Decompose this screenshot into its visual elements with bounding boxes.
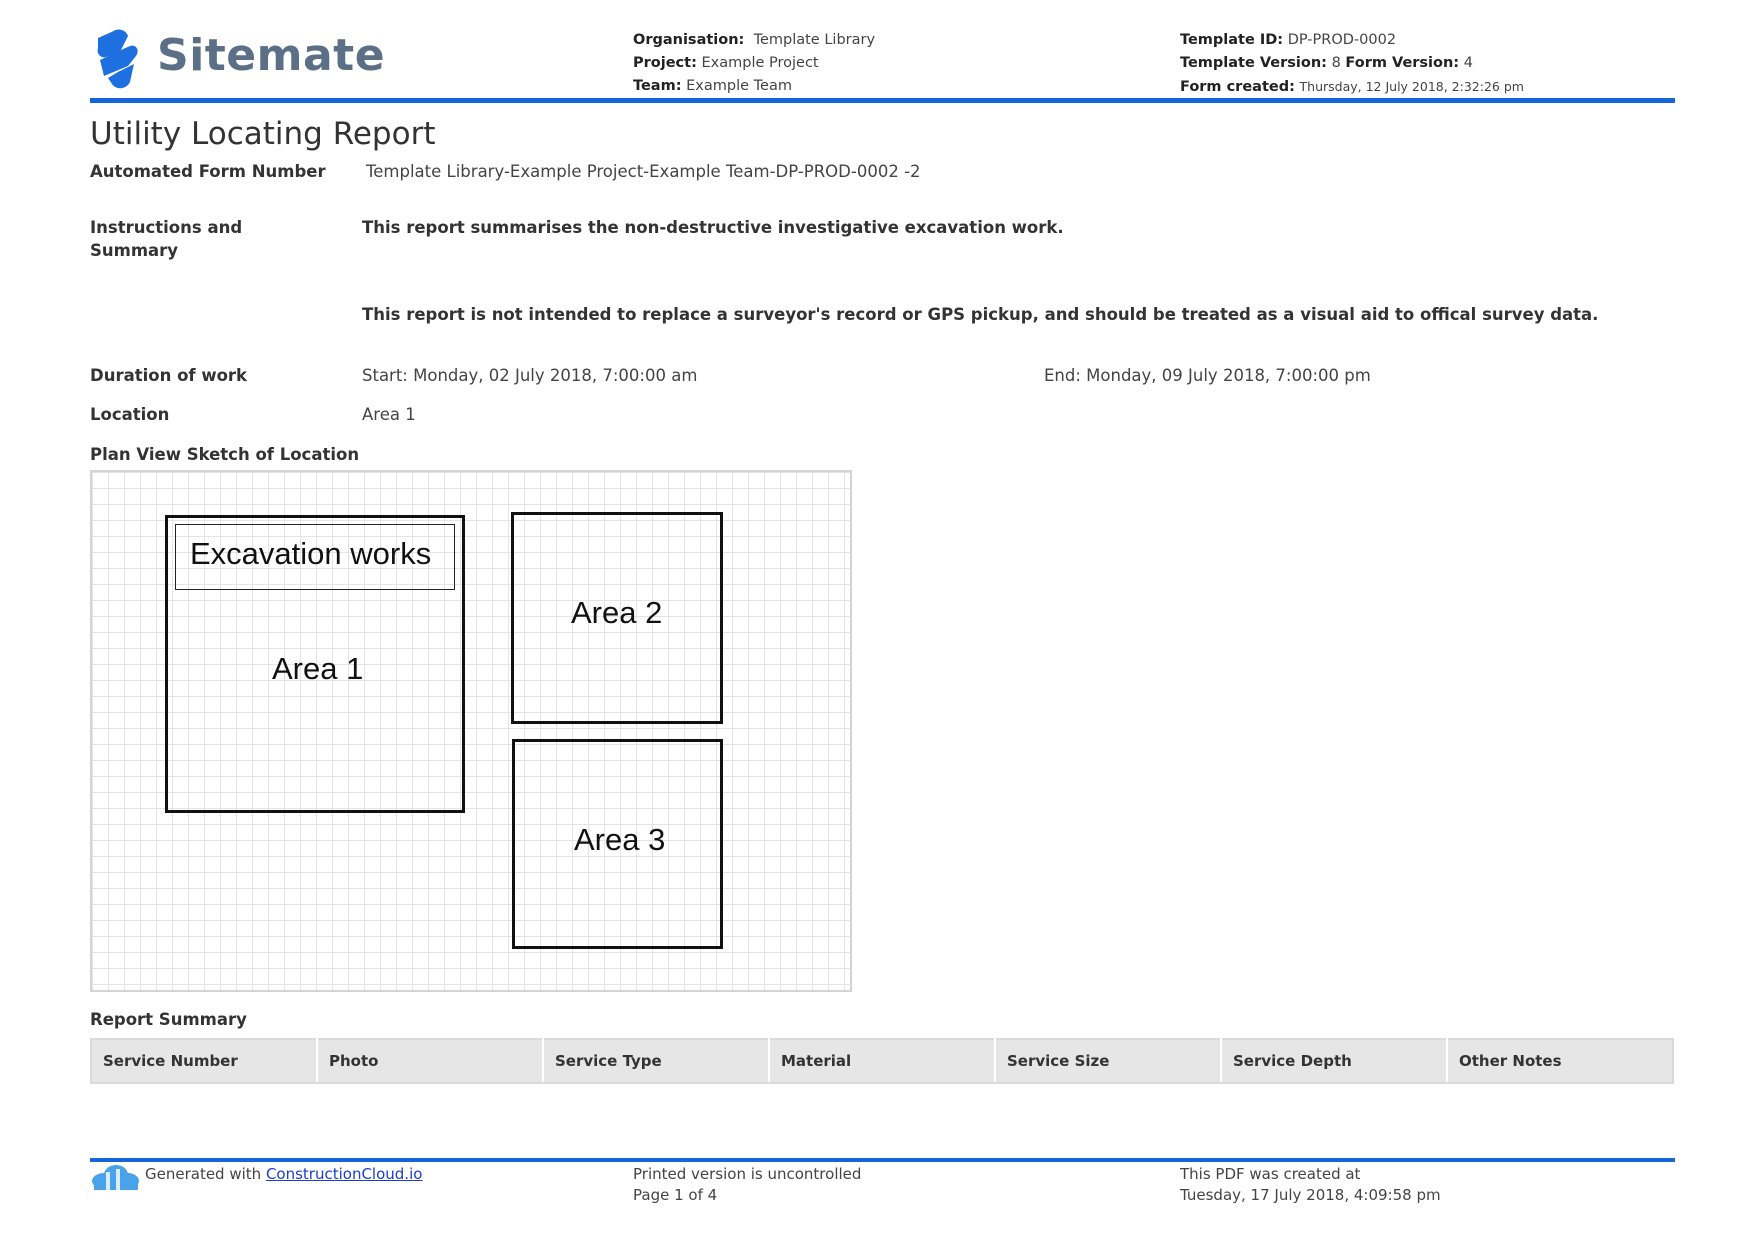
team-label: Team: (633, 78, 682, 94)
footer-divider (90, 1158, 1675, 1162)
organisation-value: Template Library (753, 32, 876, 48)
footer-print-info (633, 1164, 861, 1206)
column-header: Material (769, 1039, 995, 1083)
team-value: Example Team (686, 78, 792, 94)
excavation-works-label: Excavation works (190, 536, 432, 571)
area-3-box (512, 739, 723, 949)
form-number-value: Template Library-Example Project-Example Team-DP-PROD-0002 -2 (366, 162, 921, 181)
plan-view-sketch (90, 470, 852, 992)
form-version-value: 4 (1463, 55, 1473, 71)
report-summary-table (90, 1038, 1674, 1084)
printed-note: Printed version is uncontrolled (633, 1165, 862, 1183)
column-header: Service Number (91, 1039, 317, 1083)
sitemate-logo-icon (90, 28, 140, 92)
header-template-info (1180, 29, 1524, 99)
page-info: Page 1 of 4 (633, 1186, 718, 1204)
report-summary-heading: Report Summary (90, 1010, 247, 1029)
area-1-label: Area 1 (272, 651, 364, 686)
template-version-label: Template Version: (1180, 55, 1327, 71)
area-1-box (165, 515, 465, 813)
location-value: Area 1 (362, 405, 416, 424)
form-created-label: Form created: (1180, 79, 1295, 95)
construction-cloud-icon (90, 1164, 140, 1190)
brand-name: Sitemate (157, 30, 386, 81)
area-2-label: Area 2 (571, 595, 663, 630)
instructions-line-2: This report is not intended to replace a surveyor's record or GPS pickup, and should be treated as a visual aid to offical survey data. (362, 305, 1599, 324)
form-created-value: Thursday, 12 July 2018, 2:32:26 pm (1299, 79, 1524, 94)
column-header: Other Notes (1447, 1039, 1673, 1083)
instructions-line-1: This report summarises the non-destructive investigative excavation work. (362, 218, 1064, 237)
column-header: Service Depth (1221, 1039, 1447, 1083)
duration-start: Start: Monday, 02 July 2018, 7:00:00 am (362, 366, 698, 385)
duration-label: Duration of work (90, 366, 248, 385)
instructions-label: Instructions and Summary (90, 218, 243, 260)
template-version-value: 8 (1331, 55, 1341, 71)
duration-end: End: Monday, 09 July 2018, 7:00:00 pm (1044, 366, 1371, 385)
location-label: Location (90, 405, 170, 424)
organisation-label: Organisation: (633, 32, 745, 48)
sketch-heading: Plan View Sketch of Location (90, 445, 360, 464)
column-header: Photo (317, 1039, 543, 1083)
template-id-label: Template ID: (1180, 32, 1284, 48)
footer-pdf-info (1180, 1164, 1441, 1206)
form-version-label: Form Version: (1345, 55, 1460, 71)
generated-with-text (145, 1164, 422, 1185)
table-header-row (91, 1039, 1673, 1083)
pdf-created-value: Tuesday, 17 July 2018, 4:09:58 pm (1180, 1186, 1441, 1204)
area-3-label: Area 3 (574, 822, 666, 857)
column-header: Service Type (543, 1039, 769, 1083)
column-header: Service Size (995, 1039, 1221, 1083)
page-title: Utility Locating Report (90, 116, 436, 152)
header-org-info (633, 29, 875, 98)
project-value: Example Project (701, 55, 819, 71)
template-id-value: DP-PROD-0002 (1287, 32, 1397, 48)
form-number-label: Automated Form Number (90, 162, 326, 181)
project-label: Project: (633, 55, 697, 71)
pdf-created-label: This PDF was created at (1180, 1165, 1361, 1183)
generated-prefix: Generated with (145, 1165, 262, 1183)
construction-cloud-link[interactable]: ConstructionCloud.io (265, 1165, 423, 1183)
area-2-box (511, 512, 723, 724)
header-divider (90, 98, 1675, 103)
